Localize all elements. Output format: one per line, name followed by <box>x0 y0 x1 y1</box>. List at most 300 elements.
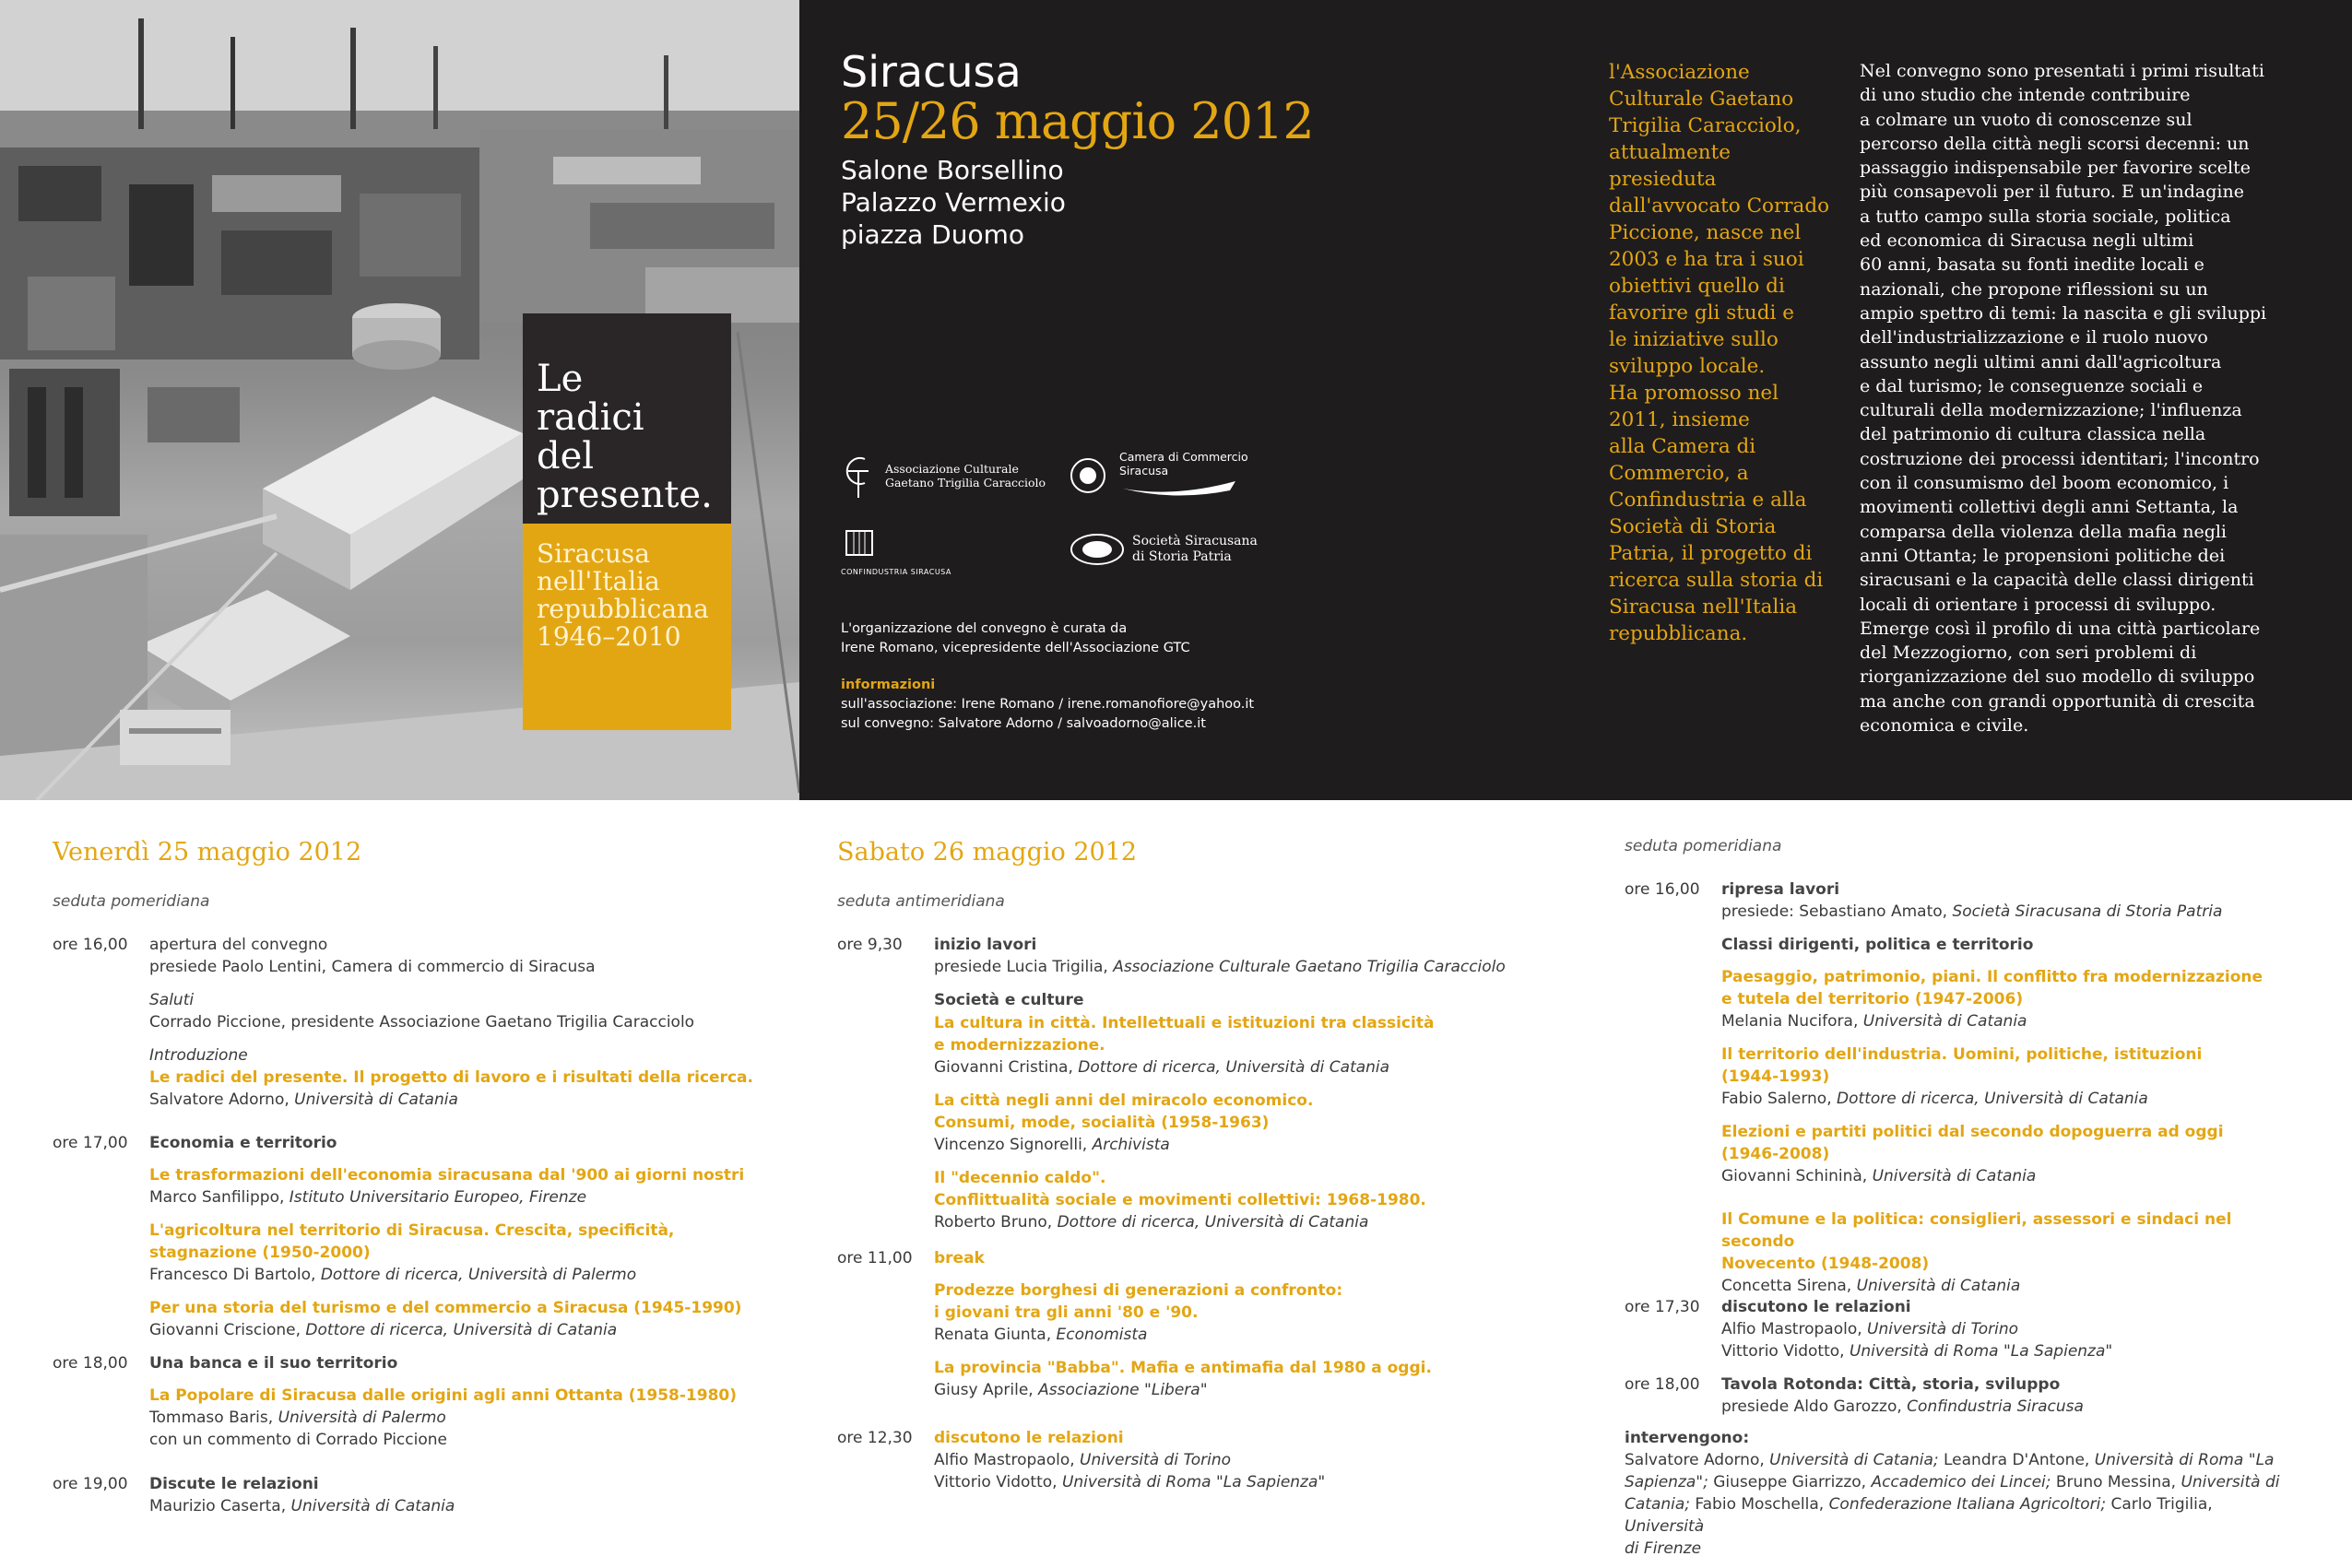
schedule-line-text: Consumi, mode, socialità (1958-1963) <box>934 1114 1270 1132</box>
event-venue <box>841 154 1066 251</box>
summary-line: e dal turismo; le conseguenze sociali e <box>1860 375 2204 396</box>
summary-line: assunto negli ultimi anni dall'agricoltura <box>1860 351 2222 372</box>
affiliation: Università di Catania <box>1856 1277 2021 1295</box>
schedule-time: ore 16,00 <box>1625 880 1700 899</box>
schedule-line <box>149 989 786 1011</box>
affiliation: Dottore di ricerca, Università di Palermo <box>320 1266 637 1284</box>
summary-line: a colmare un vuoto di conoscenze sul <box>1860 109 2192 130</box>
schedule-line <box>1721 1296 2293 1318</box>
schedule-line-text: break <box>934 1249 985 1267</box>
affiliation: Associazione "Libera" <box>1038 1381 1208 1399</box>
info-block <box>841 676 1254 734</box>
schedule-text <box>1721 966 2293 1032</box>
schedule-line-text: Prodezze borghesi di generazioni a confronto: <box>934 1281 1343 1300</box>
schedule-line <box>1721 1318 2293 1340</box>
schedule-line-text: Le radici del presente. Il progetto di lavoro e i risultati della ricerca. <box>149 1068 753 1087</box>
affiliation: Dottore di ricerca, Università di Catania <box>1837 1090 2148 1108</box>
schedule-line-text: apertura del convegno <box>149 936 328 954</box>
schedule-text <box>934 1357 1570 1401</box>
summary-line: percorso della città negli scorsi decenni: un <box>1860 133 2250 154</box>
affiliation: Università di <box>2181 1473 2280 1491</box>
summary-line: passaggio indispensabile per favorire scelte <box>1860 158 2252 179</box>
schedule-line <box>934 956 1570 978</box>
schedule-line <box>1721 1121 2293 1143</box>
schedule-line <box>149 1242 786 1264</box>
affiliation: Università di Palermo <box>278 1409 446 1427</box>
storia-patria-logo <box>1070 533 1258 566</box>
interventions <box>1625 1427 2288 1560</box>
interventions-list <box>1625 1449 2288 1560</box>
summary-line: costruzione dei processi identitari; l'incontro <box>1860 448 2260 469</box>
schedule-line <box>1721 1275 2293 1297</box>
schedule-text <box>934 1247 1570 1269</box>
summary-line: di uno studio che intende contribuire <box>1860 85 2191 106</box>
affiliation: Archivista <box>1092 1136 1170 1154</box>
summary-line: del patrimonio di cultura classica nella <box>1860 424 2206 445</box>
schedule-line <box>149 956 786 978</box>
confindustria-emblem-icon <box>841 527 878 562</box>
schedule-line <box>149 1164 786 1186</box>
schedule-line-text: Renata Giunta, <box>934 1326 1057 1344</box>
schedule-line <box>934 1189 1570 1211</box>
schedule-line <box>1721 1396 2293 1418</box>
summary-line: economica e civile. <box>1860 715 2029 737</box>
association-line: 2011, insieme <box>1609 408 1750 431</box>
venue-line: Palazzo Vermexio <box>841 187 1066 218</box>
schedule-line-text: Melania Nucifora, <box>1721 1012 1863 1031</box>
schedule-line <box>149 1319 786 1341</box>
schedule-time: ore 17,00 <box>53 1134 128 1152</box>
schedule-line-text: Il Comune e la politica: consiglieri, assessori e sindaci nel secondo <box>1721 1210 2232 1251</box>
schedule-text <box>1721 1121 2293 1187</box>
schedule-line-text: presiede Paolo Lentini, Camera di commercio di Siracusa <box>149 958 596 976</box>
schedule-line-text: Giusy Aprile, <box>934 1381 1039 1399</box>
camera-logo-line: Camera di Commercio <box>1118 450 1248 464</box>
affiliation: Università di Catania <box>294 1091 458 1109</box>
event-city: Siracusa <box>841 47 1022 97</box>
schedule-text <box>149 1044 786 1111</box>
day-title: Venerdì 25 maggio 2012 <box>53 838 362 867</box>
schedule-line-text: Alfio Mastropaolo, <box>934 1451 1081 1469</box>
association-description <box>1609 59 1830 647</box>
info-line: sull'associazione: Irene Romano / irene.romanofiore@yahoo.it <box>841 697 1255 712</box>
schedule-line <box>149 1495 786 1517</box>
schedule-line-text: La città negli anni del miracolo economico. <box>934 1091 1314 1110</box>
schedule-line <box>1721 1143 2293 1165</box>
cover-subtitle-line: Siracusa <box>537 538 650 569</box>
schedule-line <box>149 1044 786 1067</box>
summary-line: comparsa della violenza della mafia negli <box>1860 521 2228 542</box>
schedule-line <box>934 1471 1570 1493</box>
schedule-line-text: L'agricoltura nel territorio di Siracusa. Crescita, specificità, <box>149 1221 675 1240</box>
summary-line: ampio spettro di temi: la nascita e gli sviluppi <box>1860 302 2267 324</box>
summary-line: movimenti collettivi degli anni Settanta, la <box>1860 497 2239 518</box>
schedule-line <box>934 989 1570 1011</box>
camera-commercio-logo <box>1070 450 1248 501</box>
association-line: Trigilia Caracciolo, <box>1609 114 1802 137</box>
schedule-line-text: Il "decennio caldo". <box>934 1169 1106 1187</box>
schedule-text <box>149 1352 786 1374</box>
storia-logo-line: di Storia Patria <box>1131 549 1232 564</box>
schedule-line <box>934 1279 1570 1302</box>
gtc-monogram-icon <box>841 452 874 500</box>
summary-line: dell'industrializzazione e il ruolo nuovo <box>1860 327 2208 348</box>
association-line: alla Camera di <box>1609 435 1756 458</box>
schedule-line-text: La Popolare di Siracusa dalle origini agli anni Ottanta (1958-1980) <box>149 1386 738 1405</box>
schedule-line-text: Giovanni Criscione, <box>149 1321 306 1339</box>
affiliation: Università di Torino <box>1867 1320 2019 1338</box>
schedule-line-text: presiede: Sebastiano Amato, <box>1721 902 1953 921</box>
schedule-line-text: inizio lavori <box>934 936 1037 954</box>
cover-subtitle-line: nell'Italia <box>537 566 660 596</box>
cover-subtitle-line: 1946–2010 <box>537 621 681 652</box>
summary-line: Emerge così il profilo di una città particolare <box>1860 618 2261 639</box>
affiliation: Università di Catania; <box>1769 1451 1939 1469</box>
schedule-line <box>934 1357 1570 1379</box>
schedule-line <box>1721 901 2293 923</box>
schedule-line <box>1721 1043 2293 1066</box>
conference-summary <box>1860 59 2293 737</box>
schedule-line <box>149 1352 786 1374</box>
schedule-text <box>149 1297 786 1341</box>
association-line: l'Associazione <box>1609 61 1750 84</box>
schedule-time: ore 18,00 <box>1625 1375 1700 1394</box>
schedule-line <box>149 1220 786 1242</box>
schedule-line <box>934 1211 1570 1233</box>
affiliation: Dottore di ricerca, Università di Catania <box>305 1321 618 1339</box>
schedule-time: ore 16,00 <box>53 936 128 954</box>
session-label: seduta pomeridiana <box>53 892 210 911</box>
camera-swoosh-icon <box>1119 477 1239 498</box>
schedule-line-text: Per una storia del turismo e del commercio a Siracusa (1945-1990) <box>149 1299 742 1317</box>
schedule-line <box>934 934 1570 956</box>
association-line: attualmente <box>1609 141 1731 164</box>
affiliation: di Firenze <box>1625 1539 1702 1558</box>
schedule-line <box>149 1089 786 1111</box>
gtc-logo <box>841 452 1046 500</box>
association-line: Società di Storia <box>1609 515 1777 538</box>
schedule-line <box>1721 934 2293 956</box>
schedule-line <box>934 1134 1570 1156</box>
schedule-line-text: Economia e territorio <box>149 1134 337 1152</box>
association-line: sviluppo locale. <box>1609 355 1766 378</box>
summary-line: a tutto campo sulla storia sociale, politica <box>1860 206 2231 227</box>
organization-line: L'organizzazione del convegno è curata da <box>841 621 1128 636</box>
schedule-line <box>934 1056 1570 1079</box>
schedule-line-text: Una banca e il suo territorio <box>149 1354 398 1373</box>
association-line: Commercio, a <box>1609 462 1749 485</box>
affiliation: Confederazione Italiana Agricoltori; <box>1828 1495 2107 1514</box>
affiliation: Economista <box>1056 1326 1148 1344</box>
affiliation: Accademico dei Lincei; <box>1871 1473 2051 1491</box>
schedule-time: ore 18,00 <box>53 1354 128 1373</box>
schedule-line-text: con un commento di Corrado Piccione <box>149 1431 447 1449</box>
speaker-name: Salvatore Adorno, <box>1625 1451 1770 1469</box>
schedule-line <box>934 1112 1570 1134</box>
schedule-line-text: Saluti <box>149 991 195 1009</box>
day-title: Sabato 26 maggio 2012 <box>837 838 1138 867</box>
venue-line: Salone Borsellino <box>841 155 1064 185</box>
schedule-line-text: Concetta Sirena, <box>1721 1277 1857 1295</box>
storia-logo-line: Società Siracusana <box>1131 534 1258 548</box>
camera-logo-line: Siracusa <box>1118 464 1169 477</box>
summary-line: siracusani e la capacità delle classi dirigenti <box>1860 570 2254 591</box>
association-line: Piccione, nasce nel <box>1609 221 1802 244</box>
schedule-line-text: Introduzione <box>149 1046 248 1065</box>
schedule-text <box>934 1167 1570 1233</box>
schedule-line-text: Classi dirigenti, politica e territorio <box>1721 936 2034 954</box>
schedule-text <box>149 1385 786 1451</box>
association-line: repubblicana. <box>1609 622 1748 645</box>
affiliation: Università di Catania <box>1862 1012 2027 1031</box>
schedule-line <box>934 1449 1570 1471</box>
schedule-line-text: Novecento (1948-2008) <box>1721 1255 1930 1273</box>
schedule-line <box>1721 1373 2293 1396</box>
schedule-text <box>149 989 786 1033</box>
schedule-text <box>1721 1043 2293 1110</box>
interventions-line <box>1625 1449 2288 1471</box>
schedule-line-text: discutono le relazioni <box>1721 1298 1911 1316</box>
schedule-line <box>149 1264 786 1286</box>
schedule-line <box>934 1012 1570 1034</box>
association-line: Patria, il progetto di <box>1609 542 1813 565</box>
schedule-line-text: discutono le relazioni <box>934 1429 1124 1447</box>
schedule-line <box>149 1186 786 1208</box>
cover-title-line: Le <box>537 358 584 400</box>
association-line: le iniziative sullo <box>1609 328 1779 351</box>
association-line: ricerca sulla storia di <box>1609 569 1824 592</box>
schedule-text <box>149 1132 786 1154</box>
speaker-name: Bruno Messina, <box>2051 1473 2181 1491</box>
schedule-line-text: Marco Sanfilippo, <box>149 1188 290 1207</box>
schedule-text <box>1721 934 2293 956</box>
schedule-line-text: La provincia "Babba". Mafia e antimafia dal 1980 a oggi. <box>934 1359 1432 1377</box>
industrial-photo <box>0 0 799 800</box>
session-label: seduta antimeridiana <box>837 892 1005 911</box>
info-line: sul convegno: Salvatore Adorno / salvoadorno@alice.it <box>841 716 1206 731</box>
schedule-line <box>1721 878 2293 901</box>
interventions-line <box>1625 1538 2288 1560</box>
cover-subtitle-line: repubblicana <box>537 594 709 624</box>
schedule-line <box>149 1385 786 1407</box>
schedule-line <box>149 1407 786 1429</box>
schedule-line-text: Elezioni e partiti politici dal secondo dopoguerra ad oggi <box>1721 1123 2224 1141</box>
summary-line: ma anche con grandi opportunità di crescita <box>1860 690 2255 712</box>
schedule-line <box>1721 966 2293 988</box>
summary-line: anni Ottanta; le propensioni politiche dei <box>1860 545 2226 566</box>
association-line: presieduta <box>1609 168 1717 191</box>
affiliation: Università <box>1625 1517 1705 1536</box>
schedule-line <box>934 1379 1570 1401</box>
schedule-text <box>934 1090 1570 1156</box>
title-box <box>523 313 731 730</box>
cover-title-line: radici <box>537 396 644 439</box>
association-line: Ha promosso nel <box>1609 382 1779 405</box>
confindustria-label: CONFINDUSTRIA SIRACUSA <box>841 568 951 576</box>
schedule-line <box>149 934 786 956</box>
summary-line: del Mezzogiorno, con seri problemi di <box>1860 643 2197 664</box>
affiliation: Università di Roma "La Sapienza" <box>1061 1473 1326 1491</box>
schedule-line-text: (1944-1993) <box>1721 1067 1830 1086</box>
session-label: seduta pomeridiana <box>1625 837 1782 855</box>
schedule-line <box>149 1429 786 1451</box>
organization-note <box>841 619 1190 658</box>
summary-line: culturali della modernizzazione; l'influenza <box>1860 400 2242 421</box>
affiliation: Università di Torino <box>1080 1451 1232 1469</box>
summary-line: più consapevoli per il futuro. E un'indagine <box>1860 182 2244 203</box>
schedule-line <box>934 1324 1570 1346</box>
schedule-line <box>934 1167 1570 1189</box>
schedule-text <box>1721 1208 2293 1297</box>
association-line: favorire gli studi e <box>1609 301 1794 324</box>
organization-line: Irene Romano, vicepresidente dell'Associazione GTC <box>841 641 1190 655</box>
summary-line: nazionali, che propone riflessioni su un <box>1860 278 2208 300</box>
summary-line: con il consumismo del boom economico, i <box>1860 473 2229 494</box>
schedule-line-text: presiede Lucia Trigilia, <box>934 958 1114 976</box>
association-line: obiettivi quello di <box>1609 275 1785 298</box>
confindustria-logo <box>841 527 951 579</box>
association-line: 2003 e ha tra i suoi <box>1609 248 1804 271</box>
event-dates: 25/26 maggio 2012 <box>841 92 1314 150</box>
summary-line: 60 anni, basata su fonti inedite locali e <box>1860 254 2204 276</box>
schedule-line-text: Paesaggio, patrimonio, piani. Il conflitto fra modernizzazione <box>1721 968 2263 986</box>
title-box-gold <box>523 524 731 730</box>
schedule-line <box>149 1297 786 1319</box>
title-box-dark <box>523 313 731 524</box>
schedule-line <box>149 1473 786 1495</box>
schedule-time: ore 17,30 <box>1625 1298 1700 1316</box>
schedule-line-text: Discute le relazioni <box>149 1475 319 1493</box>
schedule-time: ore 19,00 <box>53 1475 128 1493</box>
affiliation: Associazione Culturale Gaetano Trigilia Caracciolo <box>1113 958 1506 976</box>
cover-title-line: presente. <box>537 474 713 516</box>
speaker-name: Giuseppe Giarrizzo, <box>1708 1473 1872 1491</box>
speaker-name: Leandra D'Antone, <box>1938 1451 2095 1469</box>
affiliation: Dottore di ricerca, Università di Catania <box>1057 1213 1369 1232</box>
camera-commercio-icon <box>1070 453 1114 499</box>
schedule-line <box>1721 1208 2293 1253</box>
schedule-line <box>1721 988 2293 1010</box>
schedule-text <box>934 989 1570 1011</box>
schedule-line-text: Tavola Rotonda: Città, storia, sviluppo <box>1721 1375 2061 1394</box>
schedule-text <box>149 1164 786 1208</box>
schedule-line <box>149 1132 786 1154</box>
schedule-text <box>1721 1373 2293 1418</box>
affiliation: Sapienza"; <box>1625 1473 1708 1491</box>
schedule-line <box>934 1090 1570 1112</box>
affiliation: Istituto Universitario Europeo, Firenze <box>289 1188 587 1207</box>
gtc-logo-line: Associazione Culturale <box>884 462 1019 476</box>
schedule-text <box>149 1473 786 1517</box>
schedule-line-text: Roberto Bruno, <box>934 1213 1058 1232</box>
schedule-text <box>934 1012 1570 1079</box>
schedule-line-text: Società e culture <box>934 991 1084 1009</box>
schedule-line-text: La cultura in città. Intellettuali e istituzioni tra classicità <box>934 1014 1435 1032</box>
schedule-line <box>934 1302 1570 1324</box>
schedule-line-text: Fabio Salerno, <box>1721 1090 1838 1108</box>
speaker-name: Carlo Trigilia, <box>2106 1495 2213 1514</box>
summary-line: riorganizzazione del suo modello di sviluppo <box>1860 666 2255 688</box>
info-title: informazioni <box>841 678 936 692</box>
schedule-text <box>934 934 1570 978</box>
affiliation: Università di Roma "La <box>2094 1451 2275 1469</box>
schedule-line-text: Giovanni Schininà, <box>1721 1167 1873 1185</box>
schedule-line <box>1721 1010 2293 1032</box>
schedule-line <box>934 1247 1570 1269</box>
schedule-line-text: Vittorio Vidotto, <box>934 1473 1062 1491</box>
schedule-line <box>1721 1340 2293 1362</box>
summary-line: ed economica di Siracusa negli ultimi <box>1860 230 2194 252</box>
schedule-line-text: Il territorio dell'industria. Uomini, politiche, istituzioni <box>1721 1045 2203 1064</box>
schedule-line <box>1721 1253 2293 1275</box>
association-line: Siracusa nell'Italia <box>1609 595 1798 619</box>
speaker-name: Fabio Moschella, <box>1690 1495 1829 1514</box>
schedule-line-text: Vincenzo Signorelli, <box>934 1136 1093 1154</box>
affiliation: Società Siracusana di Storia Patria <box>1952 902 2223 921</box>
schedule-line-text: e tutela del territorio (1947-2006) <box>1721 990 2024 1008</box>
storia-patria-seal-icon <box>1070 533 1125 566</box>
schedule-text <box>1721 1296 2293 1362</box>
affiliation: Catania; <box>1625 1495 1691 1514</box>
summary-line: Nel convegno sono presentati i primi risultati <box>1860 61 2264 81</box>
interventions-line <box>1625 1471 2288 1493</box>
schedule-line-text: Tommaso Baris, <box>149 1409 278 1427</box>
schedule-line-text: Alfio Mastropaolo, <box>1721 1320 1868 1338</box>
schedule-line <box>149 1067 786 1089</box>
association-line: Confindustria e alla <box>1609 489 1807 512</box>
affiliation: Università di Catania <box>1872 1167 2037 1185</box>
schedule-line <box>934 1427 1570 1449</box>
schedule-text <box>934 1279 1570 1346</box>
schedule-line-text: Le trasformazioni dell'economia siracusana dal '900 ai giorni nostri <box>149 1166 745 1185</box>
schedule-line <box>1721 1165 2293 1187</box>
schedule-line-text: ripresa lavori <box>1721 880 1840 899</box>
schedule-text <box>149 1220 786 1286</box>
schedule-line-text: Conflittualità sociale e movimenti collettivi: 1968-1980. <box>934 1191 1426 1209</box>
schedule-line <box>1721 1066 2293 1088</box>
affiliation: Università di Catania <box>290 1497 455 1515</box>
schedule-line-text: presiede Aldo Garozzo, <box>1721 1397 1908 1416</box>
association-line: dall'avvocato Corrado <box>1609 195 1830 218</box>
association-line: Culturale Gaetano <box>1609 88 1794 111</box>
schedule-line-text: Giovanni Cristina, <box>934 1058 1079 1077</box>
schedule-line-text: Salvatore Adorno, <box>149 1091 295 1109</box>
summary-line: locali di orientare i processi di sviluppo. <box>1860 594 2216 615</box>
schedule-line-text: Corrado Piccione, presidente Associazione Gaetano Trigilia Caracciolo <box>149 1013 695 1032</box>
interventions-line <box>1625 1493 2288 1538</box>
schedule-line-text: stagnazione (1950-2000) <box>149 1244 371 1262</box>
schedule-line-text: i giovani tra gli anni '80 e '90. <box>934 1303 1199 1322</box>
gtc-logo-line: Gaetano Trigilia Caracciolo <box>884 476 1046 489</box>
schedule-line-text: e modernizzazione. <box>934 1036 1105 1055</box>
affiliation: Università di Roma "La Sapienza" <box>1849 1342 2113 1361</box>
schedule-time: ore 12,30 <box>837 1429 913 1447</box>
schedule-text <box>1721 878 2293 923</box>
schedule-line <box>1721 1088 2293 1110</box>
schedule-text <box>934 1427 1570 1493</box>
schedule-line-text: Francesco Di Bartolo, <box>149 1266 321 1284</box>
schedule-line-text: (1946-2008) <box>1721 1145 1830 1163</box>
schedule-time: ore 9,30 <box>837 936 903 954</box>
interventions-title: intervengono: <box>1625 1429 1750 1447</box>
schedule-line-text: Vittorio Vidotto, <box>1721 1342 1850 1361</box>
schedule-time: ore 11,00 <box>837 1249 913 1267</box>
venue-line: piazza Duomo <box>841 219 1025 250</box>
schedule-text <box>149 934 786 978</box>
schedule-line-text: Maurizio Caserta, <box>149 1497 291 1515</box>
schedule-line <box>149 1011 786 1033</box>
schedule-line <box>934 1034 1570 1056</box>
